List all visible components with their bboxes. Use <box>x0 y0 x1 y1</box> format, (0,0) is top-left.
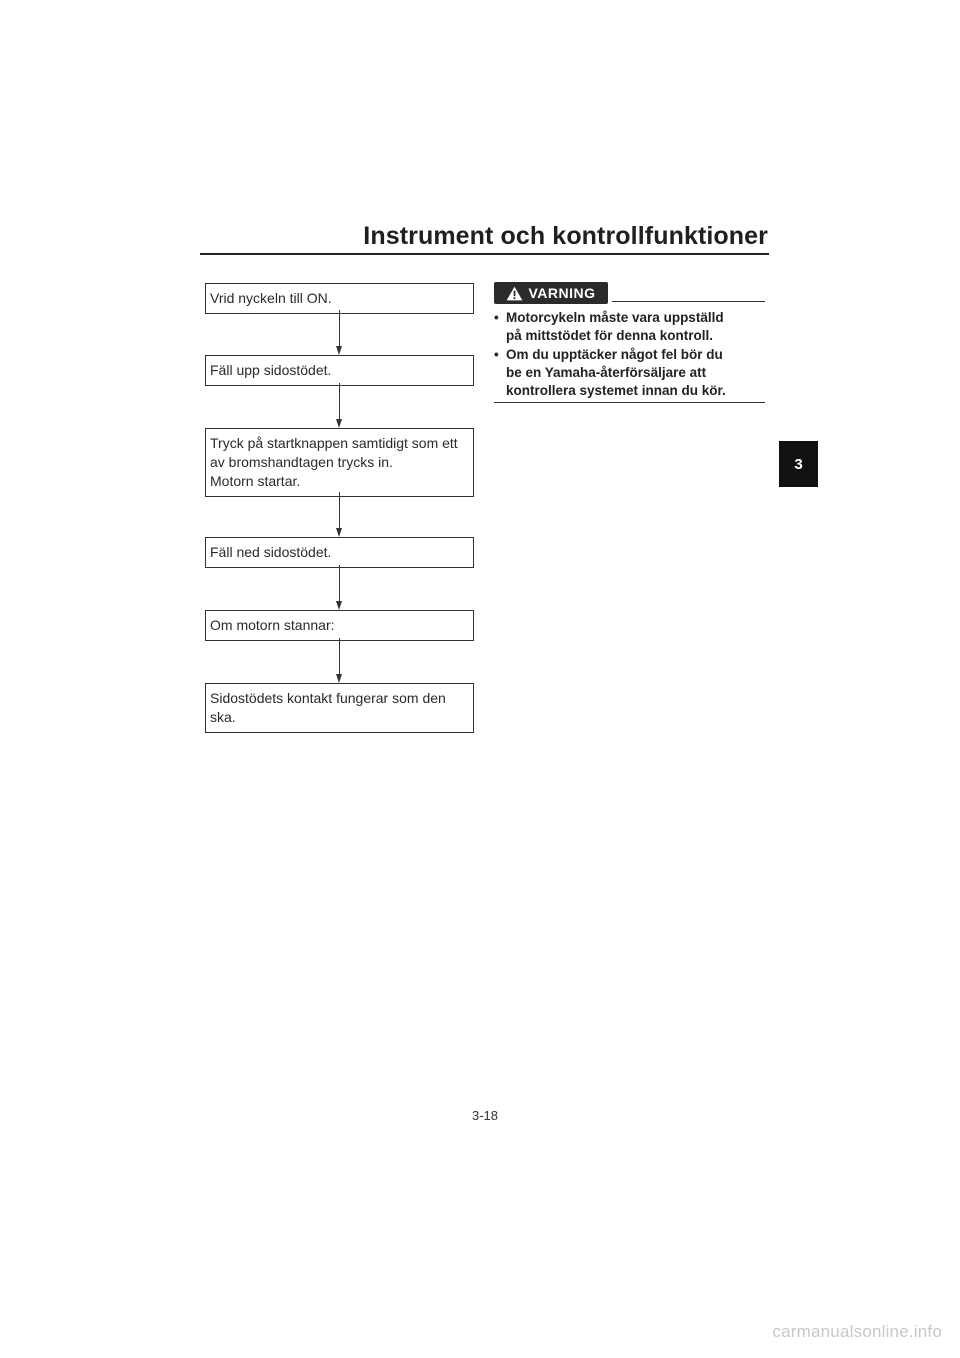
warning-item <box>494 346 756 401</box>
flow-step-6 <box>205 683 474 733</box>
warning-list <box>494 309 756 400</box>
flow-step-4 <box>205 537 474 568</box>
flow-connector <box>339 310 340 346</box>
flow-step-line: Fäll upp sidostödet. <box>210 362 332 378</box>
warning-bottom-rule <box>494 402 765 403</box>
title-rule <box>200 253 769 255</box>
flow-connector <box>339 492 340 528</box>
flow-step-3 <box>205 428 474 497</box>
flow-step-line: av bromshandtagen trycks in. <box>210 454 393 470</box>
bullet: • <box>494 346 499 362</box>
page-title: Instrument och kontrollfunktioner <box>363 222 768 250</box>
arrow-down-icon <box>336 674 342 683</box>
flow-connector <box>339 383 340 419</box>
warning-item-line: på mittstödet för denna kontroll. <box>506 328 714 344</box>
flow-connector <box>339 565 340 601</box>
warning-item <box>494 309 756 346</box>
warning-label <box>494 282 608 304</box>
flow-step-line: Om motorn stannar: <box>210 617 335 633</box>
chapter-tab: 3 <box>779 441 818 487</box>
warning-item-line: be en Yamaha-återförsäljare att <box>506 364 707 380</box>
flow-step-line: Sidostödets kontakt fungerar som den <box>210 690 446 706</box>
flow-step-line: Motorn startar. <box>210 473 301 489</box>
flow-step-2 <box>205 355 474 386</box>
arrow-down-icon <box>336 528 342 537</box>
flow-step-line: Vrid nyckeln till ON. <box>210 290 332 306</box>
flow-step-line: ska. <box>210 709 236 725</box>
warning-item-line: Om du upptäcker något fel bör du <box>506 346 723 362</box>
flow-connector <box>339 638 340 674</box>
warning-item-line: Motorcykeln måste vara uppställd <box>506 310 724 325</box>
watermark: carmanualsonline.info <box>772 1322 942 1341</box>
warning-label-text: VARNING <box>528 285 596 301</box>
arrow-down-icon <box>336 601 342 610</box>
flow-step-line: Fäll ned sidostödet. <box>210 544 332 560</box>
warning-triangle-icon <box>506 286 523 301</box>
bullet: • <box>494 310 499 325</box>
flow-step-line: Tryck på startknappen samtidigt som ett <box>210 435 458 451</box>
warning-item-line: kontrollera systemet innan du kör. <box>506 383 726 399</box>
arrow-down-icon <box>336 419 342 428</box>
arrow-down-icon <box>336 346 342 355</box>
flow-step-5 <box>205 610 474 641</box>
warning-top-rule <box>612 301 765 302</box>
page-number: 3-18 <box>471 1108 499 1123</box>
